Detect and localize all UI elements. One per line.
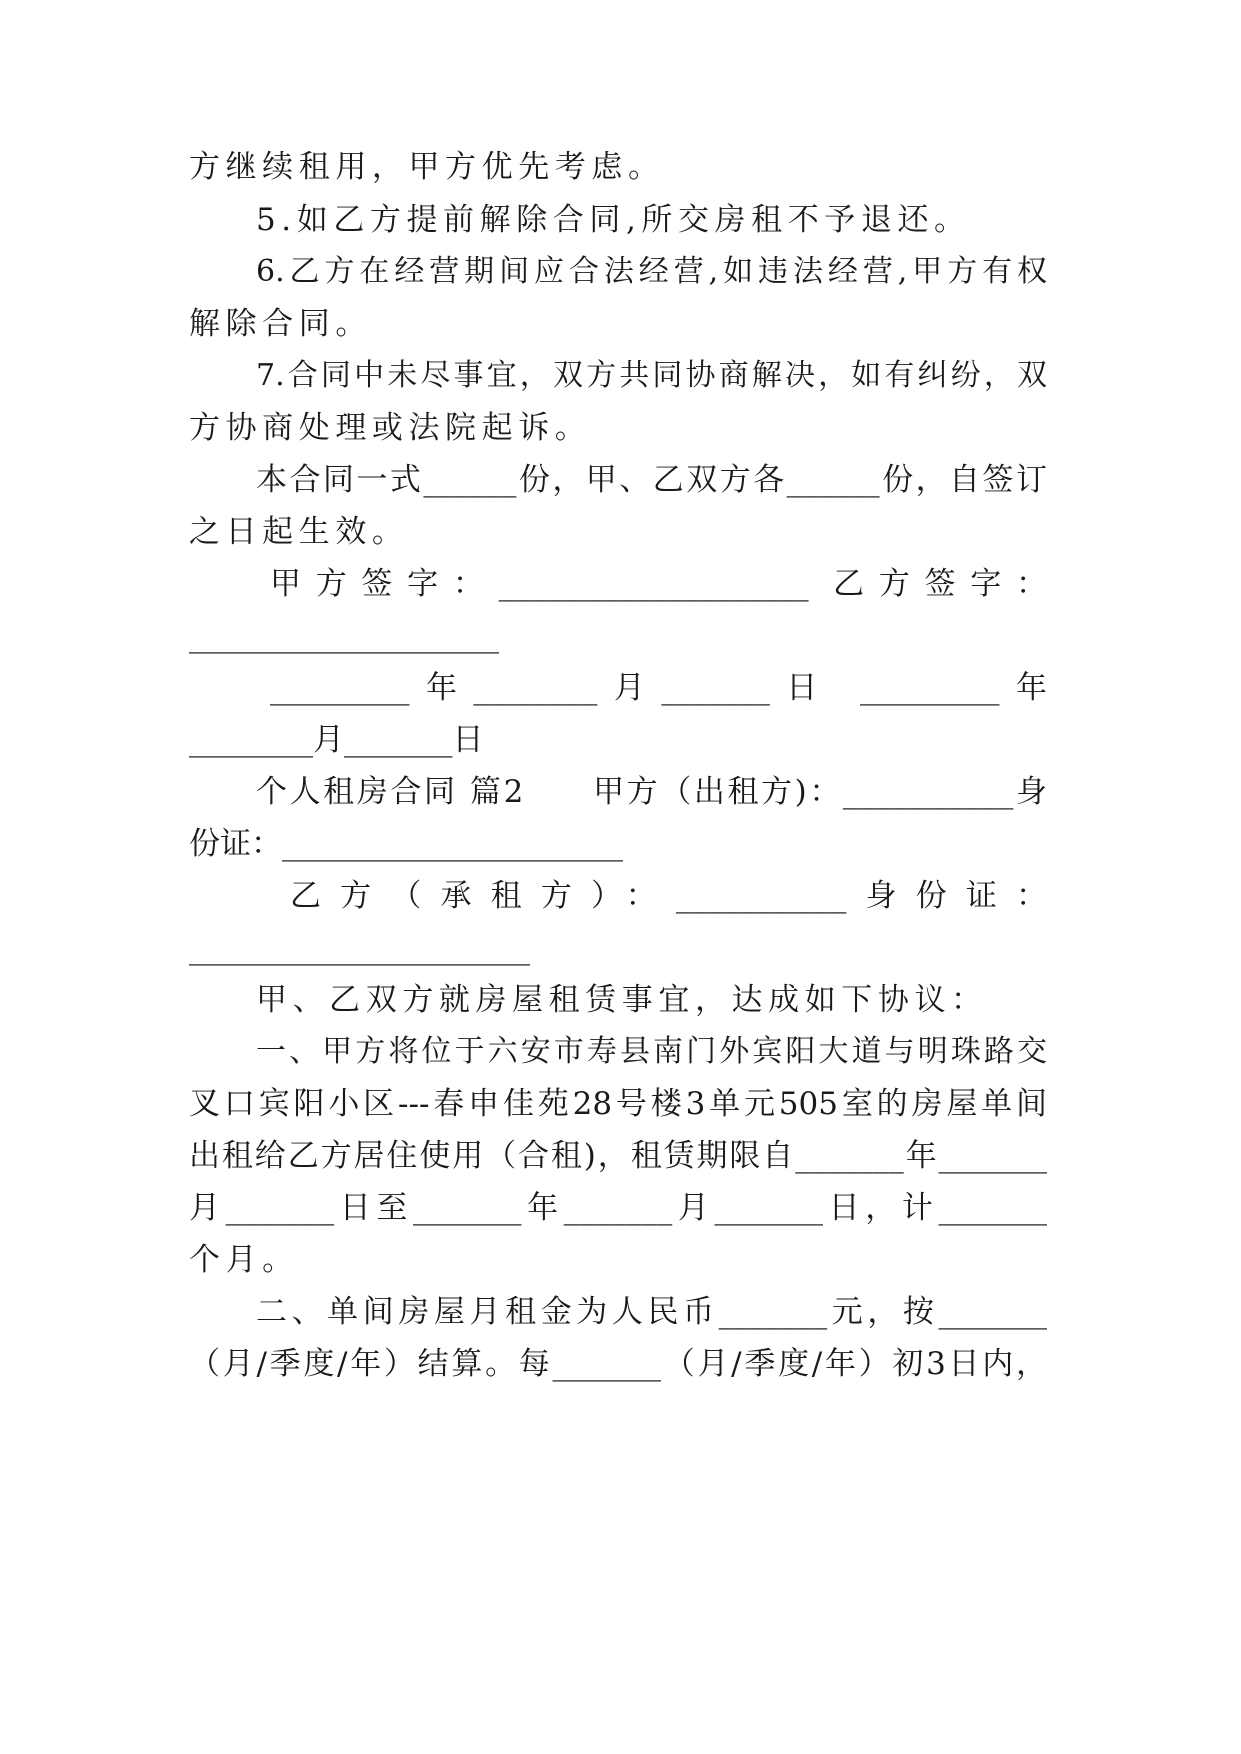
section-heading: 个人租房合同 篇2 甲方（出租方)：___________身 bbox=[256, 774, 1047, 810]
text-line: ______________________ bbox=[189, 930, 530, 966]
date-line: _________年________月_______日 _________年 bbox=[270, 670, 1047, 706]
text-line: 5.如乙方提前解除合同,所交房租不予退还。 bbox=[256, 202, 971, 238]
text-line: 甲、乙双方就房屋租赁事宜，达成如下协议： bbox=[256, 982, 988, 1018]
text-line: 方继续租用，甲方优先考虑。 bbox=[189, 149, 665, 185]
text-line: 6.乙方在经营期间应合法经营,如违法经营,甲方有权 bbox=[256, 254, 1047, 289]
text-line: 二、单间房屋月租金为人民币_______元，按_______ bbox=[256, 1294, 1047, 1330]
text-line: 本合同一式______份，甲、乙双方各______份，自签订 bbox=[256, 462, 1047, 498]
text-line: 之日起生效。 bbox=[189, 514, 409, 550]
text-line: 个月。 bbox=[189, 1242, 299, 1278]
text-line: 方协商处理或法院起诉。 bbox=[189, 410, 592, 446]
text-line: 出租给乙方居住使用（合租)，租赁期限自_______年_______ bbox=[189, 1138, 1047, 1174]
text-line: 解除合同。 bbox=[189, 306, 372, 342]
signature-blank: ____________________ bbox=[189, 618, 499, 654]
text-line: 叉口宾阳小区---春申佳苑28号楼3单元505室的房屋单间 bbox=[189, 1086, 1047, 1122]
signature-line: 甲方签字：____________________ 乙方签字： bbox=[270, 566, 1047, 602]
text-line: 份证：______________________ bbox=[189, 826, 623, 862]
date-line: ________月_______日 bbox=[189, 722, 484, 758]
text-line: 月_______日至_______年_______月_______日，计_______ bbox=[189, 1190, 1047, 1226]
text-line: 一、甲方将位于六安市寿县南门外宾阳大道与明珠路交 bbox=[256, 1034, 1047, 1069]
text-line: （月/季度/年）结算。每_______（月/季度/年）初3日内， bbox=[189, 1346, 1047, 1382]
text-line: 7.合同中未尽事宜，双方共同协商解决，如有纠纷，双 bbox=[256, 358, 1047, 393]
text-line: 乙方（承租方）：___________身份证： bbox=[290, 878, 1047, 914]
